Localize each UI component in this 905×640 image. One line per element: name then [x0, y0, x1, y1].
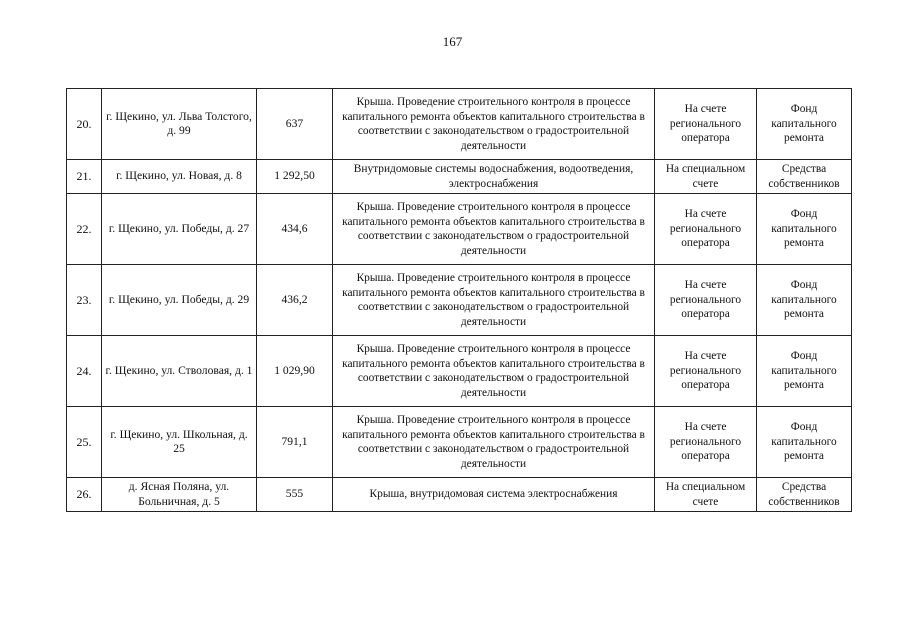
row-source: Фонд капитального ремонта	[757, 336, 852, 407]
row-account: На счете регионального оператора	[655, 265, 757, 336]
row-area: 436,2	[257, 265, 333, 336]
table-row	[67, 478, 852, 512]
row-address: г. Щекино, ул. Победы, д. 27	[102, 194, 257, 265]
row-works: Крыша. Проведение строительного контроля в процессе капитального ремонта объектов капитального строительства в соответствии с законодательством о градостроительной деятельности	[333, 265, 655, 336]
repair-table	[66, 88, 852, 512]
row-source: Фонд капитального ремонта	[757, 265, 852, 336]
row-number: 26.	[67, 478, 102, 512]
row-account: На счете регионального оператора	[655, 194, 757, 265]
table-row	[67, 89, 852, 160]
row-number: 23.	[67, 265, 102, 336]
row-number: 25.	[67, 407, 102, 478]
row-area: 1 029,90	[257, 336, 333, 407]
row-area: 791,1	[257, 407, 333, 478]
row-account: На счете регионального оператора	[655, 89, 757, 160]
table-row	[67, 265, 852, 336]
row-works: Крыша, внутридомовая система электроснабжения	[333, 478, 655, 512]
row-address: д. Ясная Поляна, ул. Больничная, д. 5	[102, 478, 257, 512]
row-area: 434,6	[257, 194, 333, 265]
row-source: Средства собственников	[757, 478, 852, 512]
row-number: 22.	[67, 194, 102, 265]
page-number: 167	[442, 34, 463, 49]
row-area: 637	[257, 89, 333, 160]
row-number: 21.	[67, 160, 102, 194]
row-area: 555	[257, 478, 333, 512]
row-address: г. Щекино, ул. Победы, д. 29	[102, 265, 257, 336]
table-row	[67, 194, 852, 265]
row-area: 1 292,50	[257, 160, 333, 194]
row-address: г. Щекино, ул. Новая, д. 8	[102, 160, 257, 194]
row-works: Крыша. Проведение строительного контроля в процессе капитального ремонта объектов капитального строительства в соответствии с законодательством о градостроительной деятельности	[333, 336, 655, 407]
row-account: На счете регионального оператора	[655, 407, 757, 478]
row-address: г. Щекино, ул. Школьная, д. 25	[102, 407, 257, 478]
row-address: г. Щекино, ул. Стволовая, д. 1	[102, 336, 257, 407]
row-account: На счете регионального оператора	[655, 336, 757, 407]
row-number: 24.	[67, 336, 102, 407]
table-row	[67, 160, 852, 194]
row-works: Крыша. Проведение строительного контроля в процессе капитального ремонта объектов капитального строительства в соответствии с законодательством о градостроительной деятельности	[333, 407, 655, 478]
row-address: г. Щекино, ул. Льва Толстого, д. 99	[102, 89, 257, 160]
table-row	[67, 336, 852, 407]
row-source: Фонд капитального ремонта	[757, 407, 852, 478]
row-source: Средства собственников	[757, 160, 852, 194]
row-account: На специальном счете	[655, 478, 757, 512]
table-row	[67, 407, 852, 478]
row-account: На специальном счете	[655, 160, 757, 194]
row-number: 20.	[67, 89, 102, 160]
row-source: Фонд капитального ремонта	[757, 194, 852, 265]
row-works: Внутридомовые системы водоснабжения, водоотведения, электроснабжения	[333, 160, 655, 194]
row-source: Фонд капитального ремонта	[757, 89, 852, 160]
row-works: Крыша. Проведение строительного контроля в процессе капитального ремонта объектов капитального строительства в соответствии с законодательством о градостроительной деятельности	[333, 89, 655, 160]
row-works: Крыша. Проведение строительного контроля в процессе капитального ремонта объектов капитального строительства в соответствии с законодательством о градостроительной деятельности	[333, 194, 655, 265]
